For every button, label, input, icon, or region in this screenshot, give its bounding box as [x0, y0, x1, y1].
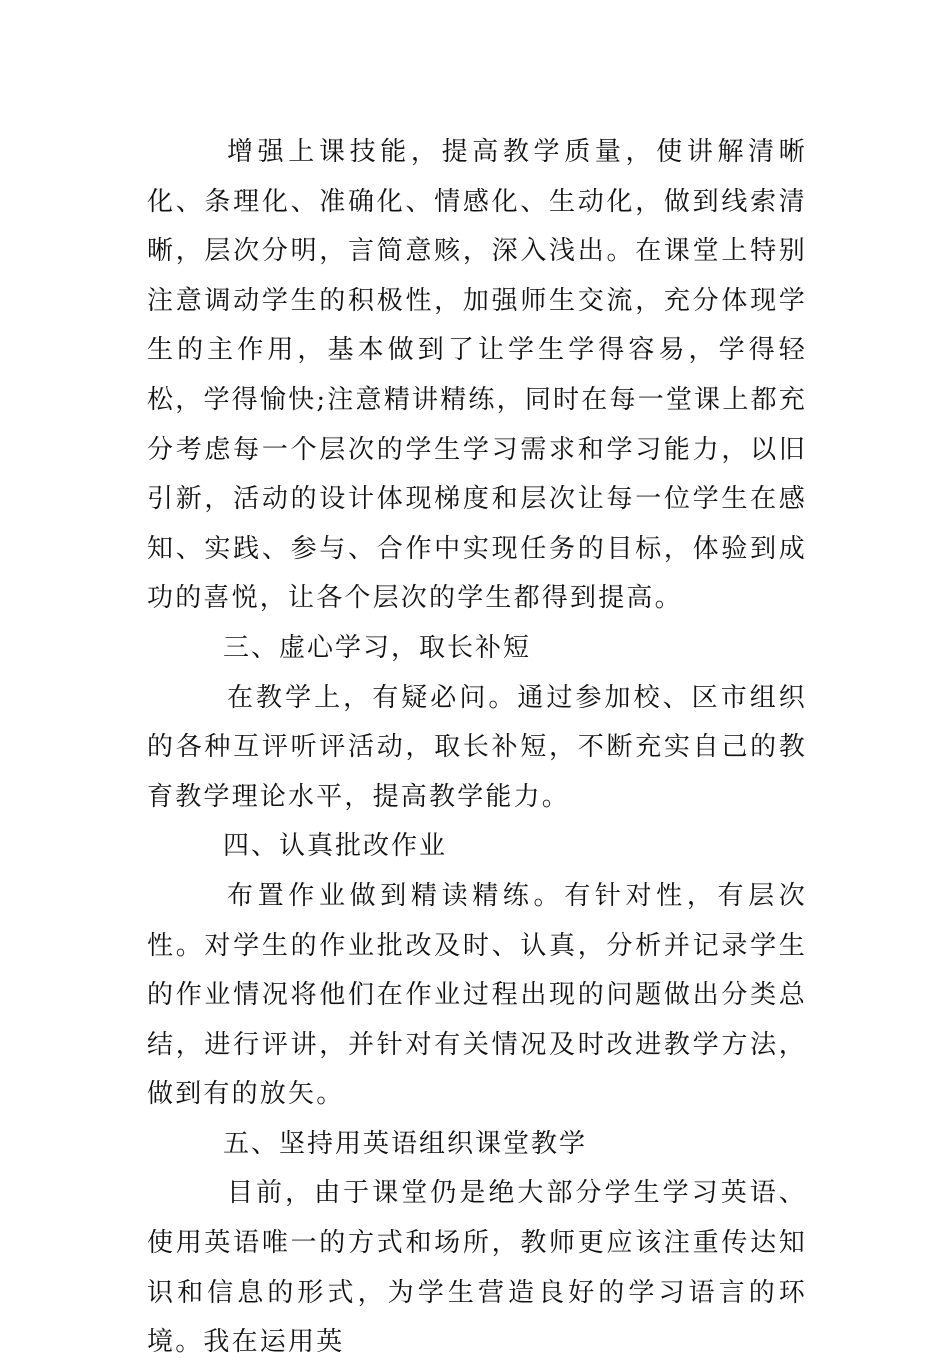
section-heading-5: 五、坚持用英语组织课堂教学: [223, 1128, 588, 1159]
document-body: [147, 128, 807, 1368]
paragraph-teaching-skills: 增强上课技能，提高教学质量，使讲解清晰化、条理化、准确化、情感化、生动化，做到线索清晰，层次分明，言简意赅，深入浅出。在课堂上特别注意调动学生的积极性，加强师生交流，充分体现学生的主作用，基本做到了让学生学得容易，学得轻松，学得愉快;注意精讲精练，同时在每一堂课上都充分考虑每一个层次的学生学习需求和学习能力，以旧引新，活动的设计体现梯度和层次让每一位学生在感知、实践、参与、合作中实现任务的目标，体验到成功的喜悦，让各个层次的学生都得到提高。: [147, 137, 807, 614]
paragraph-learning: 在教学上，有疑必问。通过参加校、区市组织的各种互评听评活动，取长补短，不断充实自己的教育教学理论水平，提高教学能力。: [147, 682, 807, 812]
paragraph-english-classroom: 目前，由于课堂仍是绝大部分学生学习英语、使用英语唯一的方式和场所，教师更应该注重传达知识和信息的形式，为学生营造良好的学习语言的环境。我在运用英: [147, 1178, 807, 1358]
paragraph-homework: 布置作业做到精读精练。有针对性，有层次性。对学生的作业批改及时、认真，分析并记录学生的作业情况将他们在作业过程出现的问题做出分类总结，进行评讲，并针对有关情况及时改进教学方法，做到有的放矢。: [147, 880, 807, 1110]
section-heading-3: 三、虚心学习，取长补短: [223, 632, 532, 663]
section-heading-4: 四、认真批改作业: [223, 831, 448, 862]
